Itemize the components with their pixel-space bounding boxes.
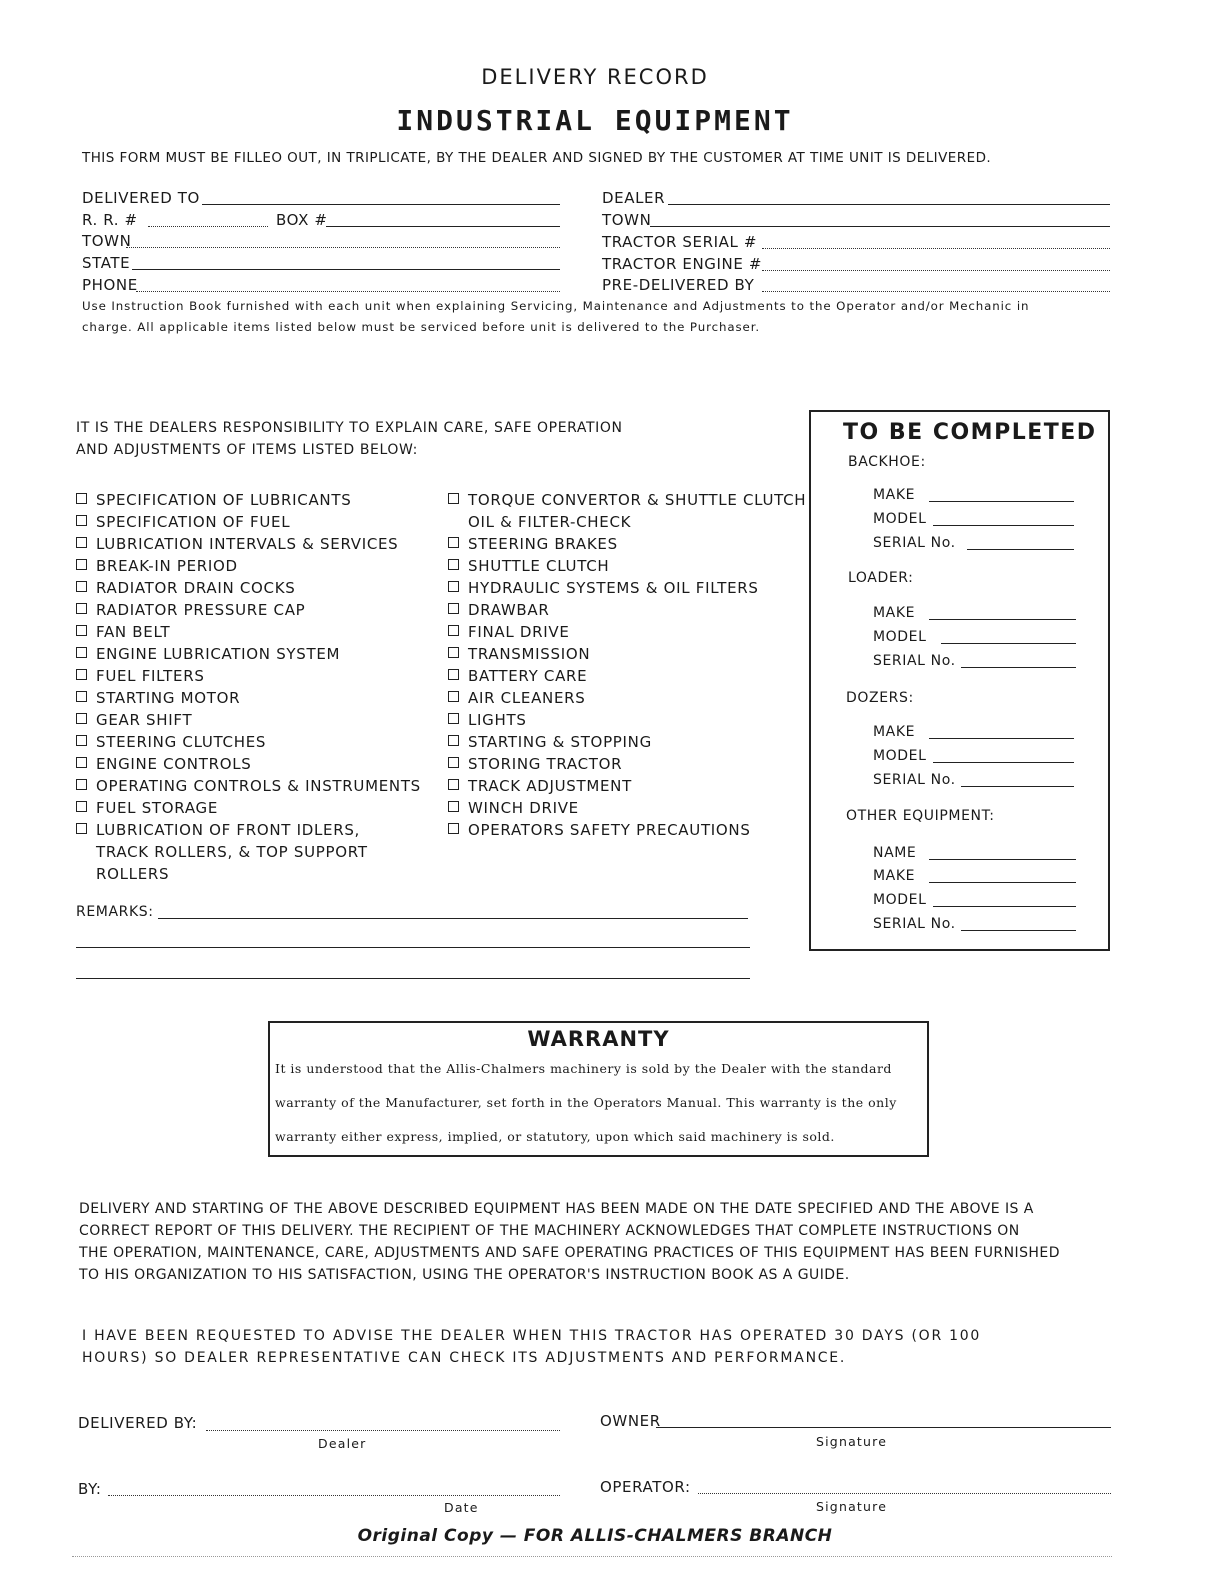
operator-label: OPERATOR:: [600, 1478, 691, 1496]
checklist-item[interactable]: STARTING MOTOR: [76, 687, 446, 709]
other-make-label: MAKE: [873, 868, 916, 884]
tractor-serial-field[interactable]: [762, 248, 1110, 249]
checklist-item[interactable]: BATTERY CARE: [448, 665, 808, 687]
owner-signature-caption: Signature: [816, 1434, 888, 1449]
checklist-item[interactable]: STEERING CLUTCHES: [76, 731, 446, 753]
checkbox[interactable]: [448, 713, 459, 724]
loader-label: LOADER:: [848, 570, 914, 586]
checklist-item[interactable]: DRAWBAR: [448, 599, 808, 621]
dealer-label: DEALER: [602, 189, 666, 207]
checklist-item[interactable]: LUBRICATION INTERVALS & SERVICES: [76, 533, 446, 555]
state-label: STATE: [82, 254, 131, 272]
remarks-label: REMARKS:: [76, 904, 154, 920]
rr-field[interactable]: [148, 226, 268, 227]
responsibility-line-1: IT IS THE DEALERS RESPONSIBILITY TO EXPLAIN CARE, SAFE OPERATION: [76, 420, 623, 436]
checklist-item[interactable]: FUEL FILTERS: [76, 665, 446, 687]
checkbox[interactable]: [448, 735, 459, 746]
checkbox[interactable]: [448, 559, 459, 570]
checklist-item[interactable]: RADIATOR DRAIN COCKS: [76, 577, 446, 599]
checklist-right: [448, 489, 808, 841]
footer-copy-note: Original Copy — FOR ALLIS-CHALMERS BRANCH: [357, 1526, 833, 1546]
checkbox[interactable]: [448, 581, 459, 592]
acknowledgement-line-1: DELIVERY AND STARTING OF THE ABOVE DESCRIBED EQUIPMENT HAS BEEN MADE ON THE DATE SPECIFIED AND THE ABOVE IS A: [79, 1201, 1034, 1217]
checkbox[interactable]: [448, 823, 459, 834]
checklist-item[interactable]: AIR CLEANERS: [448, 687, 808, 709]
checkbox[interactable]: [76, 515, 87, 526]
to-be-completed-title: TO BE COMPLETED: [843, 420, 1097, 445]
operator-signature-caption: Signature: [816, 1499, 888, 1514]
checkbox[interactable]: [76, 493, 87, 504]
warranty-box: [268, 1021, 929, 1157]
box-label: BOX #: [276, 211, 328, 229]
checklist-item[interactable]: STARTING & STOPPING: [448, 731, 808, 753]
checklist-item[interactable]: SPECIFICATION OF LUBRICANTS: [76, 489, 446, 511]
by-field[interactable]: [108, 1495, 560, 1496]
by-label: BY:: [78, 1480, 102, 1498]
other-name-label: NAME: [873, 845, 917, 861]
loader-make-field[interactable]: [929, 619, 1076, 620]
checkbox[interactable]: [448, 493, 459, 504]
backhoe-model-field[interactable]: [933, 525, 1074, 526]
checklist-item[interactable]: GEAR SHIFT: [76, 709, 446, 731]
owner-label: OWNER: [600, 1412, 661, 1430]
acknowledgement-line-4: TO HIS ORGANIZATION TO HIS SATISFACTION, USING THE OPERATOR'S INSTRUCTION BOOK AS A GUIDE.: [79, 1267, 850, 1283]
town-field-right[interactable]: [650, 226, 1110, 227]
checklist-item[interactable]: SHUTTLE CLUTCH: [448, 555, 808, 577]
delivered-by-field[interactable]: [206, 1430, 560, 1431]
backhoe-model-label: MODEL: [873, 511, 927, 527]
checkbox[interactable]: [76, 713, 87, 724]
checklist-item[interactable]: OPERATORS SAFETY PRECAUTIONS: [448, 819, 808, 841]
other-equipment-label: OTHER EQUIPMENT:: [846, 808, 995, 824]
checklist-item[interactable]: TORQUE CONVERTOR & SHUTTLE CLUTCH: [448, 489, 808, 511]
form-title: DELIVERY RECORD: [481, 65, 709, 89]
loader-serial-field[interactable]: [961, 667, 1076, 668]
checkbox[interactable]: [76, 603, 87, 614]
loader-model-label: MODEL: [873, 629, 927, 645]
checklist-item-continued: OIL & FILTER-CHECK: [468, 513, 632, 531]
checkbox[interactable]: [76, 625, 87, 636]
dealer-field[interactable]: [668, 204, 1110, 205]
checkbox[interactable]: [76, 537, 87, 548]
advise-line-2: HOURS) SO DEALER REPRESENTATIVE CAN CHECK ITS ADJUSTMENTS AND PERFORMANCE.: [82, 1350, 847, 1366]
tractor-engine-label: TRACTOR ENGINE #: [602, 255, 762, 273]
box-field[interactable]: [326, 226, 560, 227]
acknowledgement-line-3: THE OPERATION, MAINTENANCE, CARE, ADJUSTMENTS AND SAFE OPERATING PRACTICES OF THIS EQUIPMENT HAS BEEN FURNISHED: [79, 1245, 1060, 1261]
checkbox[interactable]: [448, 801, 459, 812]
checklist-item[interactable]: FINAL DRIVE: [448, 621, 808, 643]
backhoe-label: BACKHOE:: [848, 454, 926, 470]
checkbox[interactable]: [76, 757, 87, 768]
instructions-line-2: charge. All applicable items listed below must be serviced before unit is delivered to the Purchaser.: [82, 320, 761, 334]
checkbox[interactable]: [76, 801, 87, 812]
other-model-field[interactable]: [933, 906, 1076, 907]
backhoe-serial-field[interactable]: [967, 549, 1074, 550]
checkbox[interactable]: [448, 625, 459, 636]
checkbox[interactable]: [448, 603, 459, 614]
responsibility-line-2: AND ADJUSTMENTS OF ITEMS LISTED BELOW:: [76, 442, 418, 458]
other-serial-label: SERIAL No.: [873, 916, 956, 932]
dozers-serial-field[interactable]: [961, 786, 1074, 787]
remarks-line-2[interactable]: [76, 947, 750, 948]
checkbox[interactable]: [448, 691, 459, 702]
town-label-right: TOWN: [602, 211, 652, 229]
owner-signature-field[interactable]: [656, 1427, 1111, 1428]
checkbox[interactable]: [76, 779, 87, 790]
dozers-make-field[interactable]: [929, 738, 1074, 739]
warranty-line-3: warranty either express, implied, or statutory, upon which said machinery is sold.: [275, 1129, 835, 1144]
checklist-item[interactable]: FUEL STORAGE: [76, 797, 446, 819]
pre-delivered-field[interactable]: [762, 291, 1110, 292]
checkbox[interactable]: [448, 779, 459, 790]
checklist-item[interactable]: SPECIFICATION OF FUEL: [76, 511, 446, 533]
delivered-by-label: DELIVERED BY:: [78, 1414, 198, 1432]
checkbox[interactable]: [76, 559, 87, 570]
state-field[interactable]: [132, 269, 560, 270]
checklist-item[interactable]: RADIATOR PRESSURE CAP: [76, 599, 446, 621]
delivered-to-field[interactable]: [202, 204, 560, 205]
warranty-line-1: It is understood that the Allis-Chalmers machinery is sold by the Dealer with the standard: [275, 1061, 892, 1076]
warranty-line-2: warranty of the Manufacturer, set forth in the Operators Manual. This warranty is the only: [275, 1095, 897, 1110]
checklist-item[interactable]: HYDRAULIC SYSTEMS & OIL FILTERS: [448, 577, 808, 599]
dealer-caption: Dealer: [318, 1436, 367, 1451]
checklist-item[interactable]: STEERING BRAKES: [448, 533, 808, 555]
tractor-serial-label: TRACTOR SERIAL #: [602, 233, 758, 251]
checklist-item[interactable]: LIGHTS: [448, 709, 808, 731]
backhoe-make-field[interactable]: [929, 501, 1074, 502]
other-serial-field[interactable]: [961, 930, 1076, 931]
dozers-model-field[interactable]: [933, 762, 1074, 763]
checklist-item[interactable]: LUBRICATION OF FRONT IDLERS,: [76, 819, 446, 841]
date-caption: Date: [444, 1500, 479, 1515]
rr-label: R. R. #: [82, 211, 138, 229]
operator-signature-field[interactable]: [698, 1493, 1111, 1494]
checklist-left: [76, 489, 446, 885]
checklist-item[interactable]: ENGINE LUBRICATION SYSTEM: [76, 643, 446, 665]
instructions-line-1: Use Instruction Book furnished with each unit when explaining Servicing, Maintenance and Adjustments to the Operator and/or Mechanic in: [82, 299, 1030, 313]
checklist-item[interactable]: TRANSMISSION: [448, 643, 808, 665]
checkbox[interactable]: [76, 691, 87, 702]
checkbox[interactable]: [76, 823, 87, 834]
checklist-item[interactable]: STORING TRACTOR: [448, 753, 808, 775]
town-field-left[interactable]: [126, 247, 560, 248]
checkbox[interactable]: [76, 647, 87, 658]
other-make-field[interactable]: [929, 882, 1076, 883]
acknowledgement-line-2: CORRECT REPORT OF THIS DELIVERY. THE RECIPIENT OF THE MACHINERY ACKNOWLEDGES THAT COMPLETE INSTRUCTIONS ON: [79, 1223, 1020, 1239]
checkbox[interactable]: [448, 757, 459, 768]
tractor-engine-field[interactable]: [762, 270, 1110, 271]
checklist-item[interactable]: FAN BELT: [76, 621, 446, 643]
checklist-item[interactable]: ENGINE CONTROLS: [76, 753, 446, 775]
dozers-serial-label: SERIAL No.: [873, 772, 956, 788]
checklist-item[interactable]: OPERATING CONTROLS & INSTRUMENTS: [76, 775, 446, 797]
dozers-model-label: MODEL: [873, 748, 927, 764]
checklist-item[interactable]: TRACK ADJUSTMENT: [448, 775, 808, 797]
other-name-field[interactable]: [929, 859, 1076, 860]
pre-delivered-label: PRE-DELIVERED BY: [602, 276, 755, 294]
other-model-label: MODEL: [873, 892, 927, 908]
fill-out-notice: THIS FORM MUST BE FILLEO OUT, IN TRIPLICATE, BY THE DEALER AND SIGNED BY THE CUSTOMER AT TIME UNIT IS DELIVERED.: [82, 150, 992, 166]
dozers-make-label: MAKE: [873, 724, 916, 740]
loader-make-label: MAKE: [873, 605, 916, 621]
delivered-to-label: DELIVERED TO: [82, 189, 200, 207]
phone-label: PHONE: [82, 276, 138, 294]
remarks-line-1[interactable]: [158, 918, 748, 919]
phone-field[interactable]: [136, 291, 560, 292]
checklist-item-continued: TRACK ROLLERS, & TOP SUPPORT: [96, 843, 368, 861]
checkbox[interactable]: [76, 669, 87, 680]
town-label-left: TOWN: [82, 232, 132, 250]
checklist-item[interactable]: BREAK-IN PERIOD: [76, 555, 446, 577]
advise-line-1: I HAVE BEEN REQUESTED TO ADVISE THE DEALER WHEN THIS TRACTOR HAS OPERATED 30 DAYS (OR 100: [82, 1328, 982, 1344]
checklist-item[interactable]: WINCH DRIVE: [448, 797, 808, 819]
form-subtitle: INDUSTRIAL EQUIPMENT: [396, 104, 794, 137]
loader-serial-label: SERIAL No.: [873, 653, 956, 669]
checkbox[interactable]: [76, 735, 87, 746]
checkbox[interactable]: [448, 537, 459, 548]
backhoe-make-label: MAKE: [873, 487, 916, 503]
checkbox[interactable]: [76, 581, 87, 592]
checkbox[interactable]: [448, 647, 459, 658]
remarks-line-3[interactable]: [76, 978, 750, 979]
checklist-item-continued: ROLLERS: [96, 865, 170, 883]
backhoe-serial-label: SERIAL No.: [873, 535, 956, 551]
bottom-edge-line: [72, 1556, 1112, 1557]
to-be-completed-box: [809, 410, 1110, 951]
loader-model-field[interactable]: [941, 643, 1076, 644]
warranty-title: WARRANTY: [527, 1027, 670, 1051]
dozers-label: DOZERS:: [846, 690, 914, 706]
checkbox[interactable]: [448, 669, 459, 680]
